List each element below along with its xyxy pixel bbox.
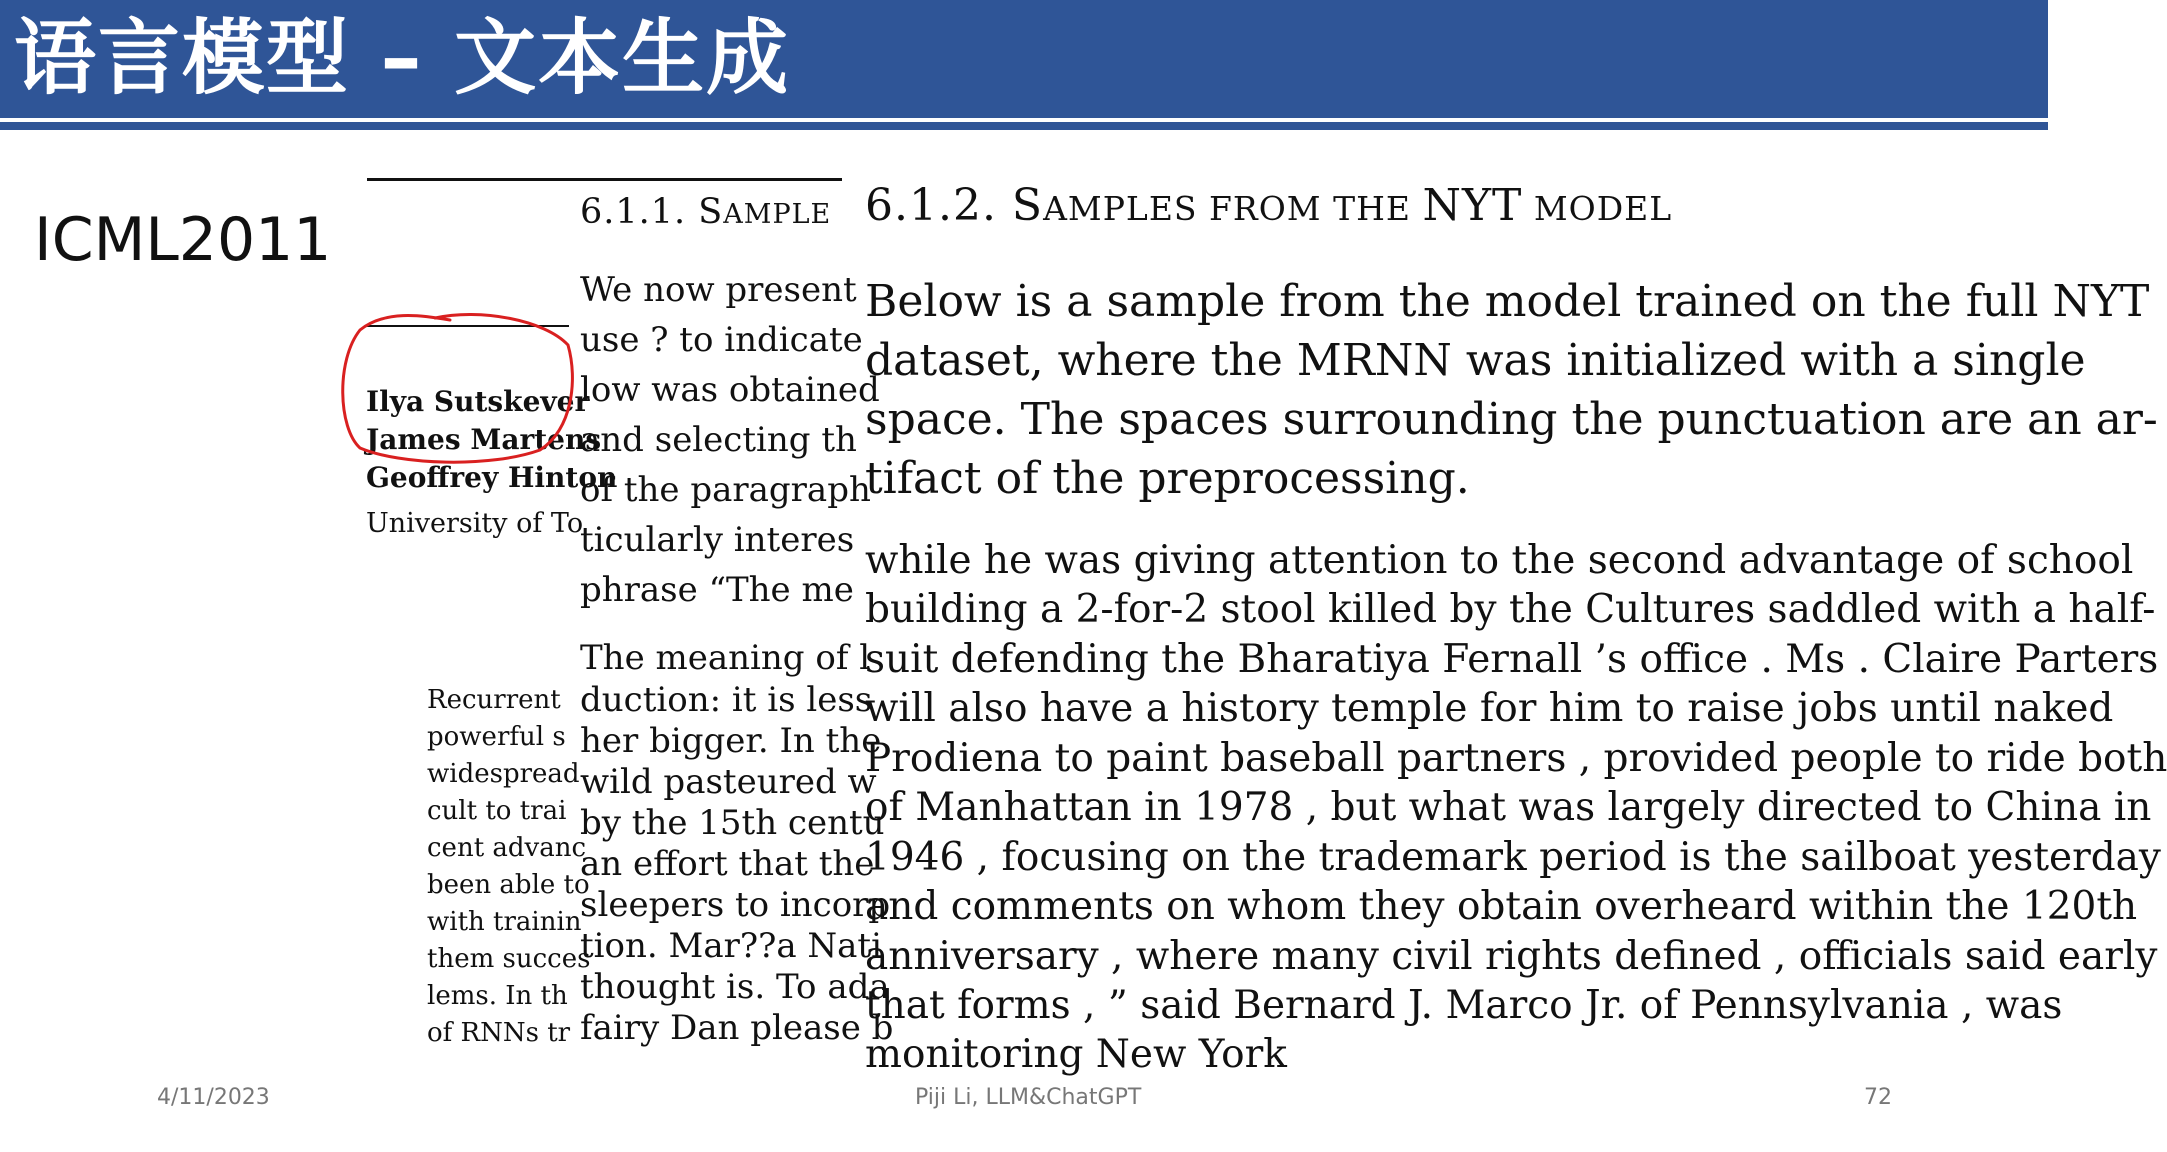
- abstract-line: cult to trai: [427, 796, 567, 826]
- abstract-line: Recurrent: [427, 685, 561, 715]
- paragraph-line: The meaning of l: [580, 638, 871, 678]
- sample-line: will also have a history temple for him to raise jobs until naked: [865, 686, 2114, 731]
- paragraph-line: duction: it is less: [580, 680, 873, 720]
- venue-label: ICML2011: [34, 205, 332, 275]
- title-underline: [0, 122, 2048, 130]
- sample-line: and comments on whom they obtain overheard within the 120th: [865, 884, 2138, 929]
- paragraph-line: sleepers to incorp: [580, 885, 891, 925]
- sample-line: building a 2-for-2 stool killed by the Cultures saddled with a half-: [865, 587, 2156, 632]
- author-name: Geoffrey Hinton: [366, 461, 618, 494]
- sample-line: 1946 , focusing on the trademark period is the sailboat yesterday: [865, 835, 2161, 880]
- intro-line: dataset, where the MRNN was initialized with a single: [865, 335, 2086, 386]
- section-heading-612: 6.1.2. SAMPLES FROM THE NYT MODEL: [865, 180, 1673, 231]
- paper-top-rule: [367, 178, 842, 181]
- sample-line: monitoring New York: [865, 1032, 1287, 1077]
- intro-line: tifact of the preprocessing.: [865, 453, 1470, 504]
- paragraph-line: low was obtained: [580, 370, 880, 410]
- paragraph-line: thought is. To ada: [580, 967, 890, 1007]
- title-bar: [0, 0, 2048, 118]
- paragraph-line: and selecting th: [580, 420, 857, 460]
- slide-title: 语言模型 – 文本生成: [14, 11, 791, 106]
- paragraph-line: wild pasteured w: [580, 762, 877, 802]
- abstract-line: lems. In th: [427, 981, 568, 1011]
- abstract-line: cent advanc: [427, 833, 587, 863]
- middle-column-fragment: [580, 188, 894, 1068]
- footer-author: Piji Li, LLM&ChatGPT: [915, 1085, 1142, 1110]
- intro-line: space. The spaces surrounding the punctuation are an ar-: [865, 394, 2158, 445]
- sample-line: Prodiena to paint baseball partners , provided people to ride both: [865, 736, 2167, 781]
- sample-line: anniversary , where many civil rights defined , officials said early: [865, 934, 2158, 979]
- sample-line: while he was giving attention to the second advantage of school: [865, 538, 2134, 583]
- paragraph-line: of the paragraph: [580, 470, 871, 510]
- paragraph-line: by the 15th centu: [580, 803, 885, 843]
- abstract-line: them succes: [427, 944, 591, 974]
- paragraph-line: fairy Dan please b: [580, 1008, 894, 1048]
- red-circle-annotation: [340, 300, 580, 480]
- paragraph-line: We now present: [580, 270, 857, 310]
- affiliation: University of To: [366, 508, 584, 539]
- paragraph-line: tion. Mar??a Nati: [580, 926, 882, 966]
- sample-line: that forms , ” said Bernard J. Marco Jr. of Pennsylvania , was: [865, 983, 2063, 1028]
- sample-line: of Manhattan in 1978 , but what was largely directed to China in: [865, 785, 2152, 830]
- paragraph-line: an effort that the: [580, 844, 875, 884]
- abstract-line: powerful s: [427, 722, 566, 752]
- paragraph-line: ticularly interes: [580, 520, 855, 560]
- footer-date: 4/11/2023: [157, 1085, 270, 1110]
- page-number: 72: [1864, 1085, 1892, 1110]
- abstract-line: with trainin: [427, 907, 582, 937]
- intro-line: Below is a sample from the model trained on the full NYT: [865, 276, 2150, 327]
- section-heading-611: 6.1.1. SAMPLE: [580, 192, 832, 232]
- author-name: James Martens: [366, 423, 602, 456]
- abstract-line: of RNNs tr: [427, 1018, 571, 1048]
- circle-stroke: [343, 314, 573, 462]
- paragraph-line: her bigger. In the: [580, 721, 882, 761]
- abstract-line: been able to: [427, 870, 590, 900]
- abstract-fragment: [427, 685, 591, 1060]
- paragraph-line: phrase “The me: [580, 570, 854, 610]
- author-name: Ilya Sutskever: [366, 385, 590, 418]
- paragraph-line: use ? to indicate: [580, 320, 863, 360]
- abstract-line: widespread: [427, 759, 580, 789]
- sample-line: suit defending the Bharatiya Fernall ’s office . Ms . Claire Parters: [865, 637, 2159, 682]
